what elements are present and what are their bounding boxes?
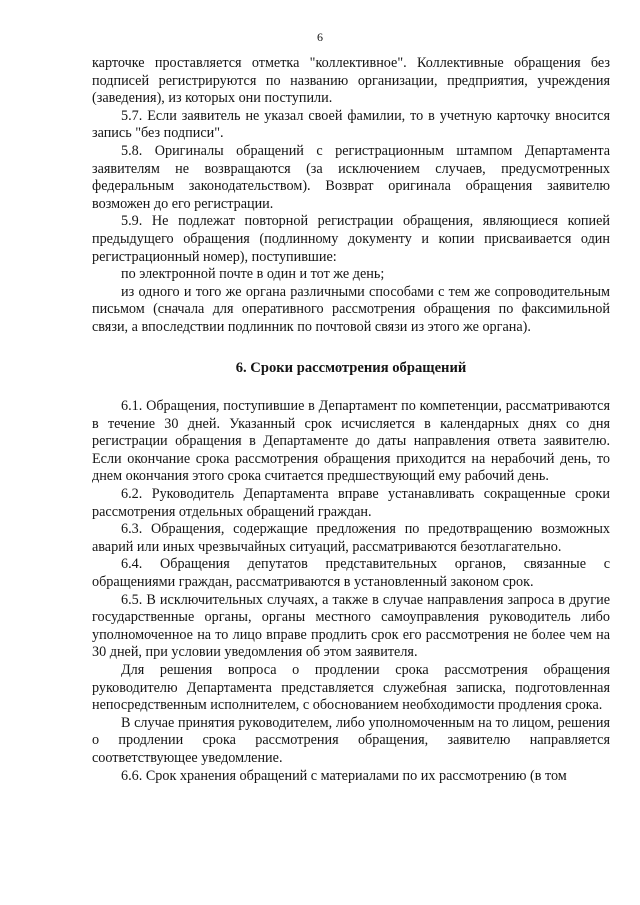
paragraph-6-6: 6.6. Срок хранения обращений с материалами по их рассмотрению (в том bbox=[121, 767, 567, 784]
paragraph-5-9-item-email: по электронной почте в один и тот же день; bbox=[121, 266, 385, 283]
paragraph-6-2: 6.2. Руководитель Департамента вправе устанавливать сокращенные сроки рассмотрения отдельных обращений граждан. bbox=[92, 486, 610, 520]
paragraph-5-9-item-same-organ: из одного и того же органа различными способами с тем же сопроводительным письмом (сначала для оперативного рассмотрения обращения по факсимильной связи, а впоследствии подлинник по почтовой связи из этого же органа). bbox=[92, 283, 610, 335]
paragraph-5-6-continuation: карточке проставляется отметка "коллективное". Коллективные обращения без подписей регистрируются по названию организации, предприятия, учреждения (заведения), из которых они поступили. bbox=[92, 55, 610, 107]
paragraph-6-5-notice: В случае принятия руководителем, либо уполномоченным на то лицом, решения о продлении срока рассмотрения обращения, заявителю направляется соответствующее уведомление. bbox=[92, 714, 610, 766]
page-number: 6 bbox=[317, 30, 323, 44]
paragraph-6-1: 6.1. Обращения, поступившие в Департамент по компетенции, рассматриваются в течение 30 дней. Указанный срок исчисляется в календарных днях со дня регистрации обращения в Департаменте до даты направления ответа заявителю. Если окончание срока рассмотрения обращения приходится на нерабочий день, то днем окончания этого срока считается предшествующий ему рабочий день. bbox=[92, 398, 610, 485]
section-6-heading: 6. Сроки рассмотрения обращений bbox=[235, 359, 467, 376]
paragraph-5-7: 5.7. Если заявитель не указал своей фамилии, то в учетную карточку вносится запись "без подписи". bbox=[92, 107, 610, 142]
paragraph-6-5-memo: Для решения вопроса о продлении срока рассмотрения обращения руководителю Департамента представляется служебная записка, подготовленная непосредственным исполнителем, с обоснованием необходимости продления срока. bbox=[92, 662, 610, 714]
paragraph-6-5: 6.5. В исключительных случаях, а также в случае направления запроса в другие государственные органы, органы местного самоуправления руководитель либо уполномоченное на то лицо вправе продлить срок его рассмотрения не более чем на 30 дней, при условии уведомления об этом заявителя. bbox=[92, 591, 610, 661]
paragraph-6-3: 6.3. Обращения, содержащие предложения по предотвращению возможных аварий или иных чрезвычайных ситуаций, рассматриваются безотлагательно. bbox=[92, 521, 610, 555]
paragraph-6-4: 6.4. Обращения депутатов представительных органов, связанные с обращениями граждан, рассматриваются в установленный законом срок. bbox=[92, 556, 610, 591]
paragraph-5-8: 5.8. Оригиналы обращений с регистрационным штампом Департамента заявителям не возвращаются (за исключением случаев, предусмотренных федеральным законодательством). Возврат оригинала обращения заявителю возможен до его регистрации. bbox=[92, 142, 610, 212]
document-body bbox=[92, 55, 610, 785]
paragraph-5-9: 5.9. Не подлежат повторной регистрации обращения, являющиеся копией предыдущего обращения (подлинному документу и копии присваивается один регистрационный номер), поступившие: bbox=[92, 213, 610, 265]
